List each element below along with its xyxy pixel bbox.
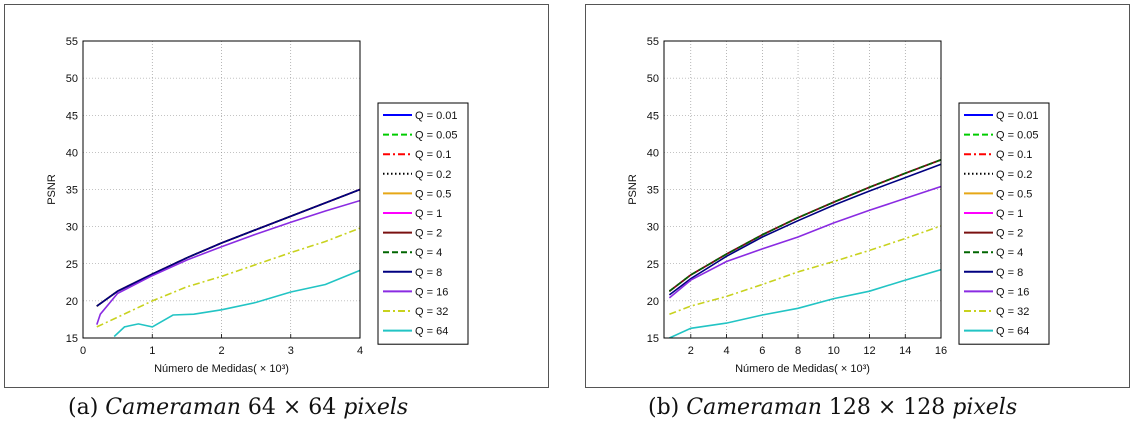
chart-a-xtick-label: 2 — [218, 345, 225, 357]
chart-a-legend-label-11: Q = 64 — [415, 325, 449, 338]
chart-b-ytick-label: 20 — [646, 295, 659, 308]
chart-b-legend-label-10: Q = 32 — [996, 306, 1030, 318]
caption-a-unit: pixels — [343, 395, 409, 420]
chart-b-legend-label-7: Q = 4 — [996, 247, 1024, 260]
chart-a-ytick-label: 40 — [65, 147, 78, 160]
chart-a-legend-label-10: Q = 32 — [415, 306, 449, 318]
chart-b-legend-label-3: Q = 0.2 — [996, 168, 1033, 181]
caption-b — [648, 395, 1017, 420]
chart-a-xlabel: Número de Medidas( × 10³) — [154, 363, 289, 375]
chart-b-ytick-label: 35 — [646, 184, 659, 197]
caption-a — [68, 395, 408, 420]
chart-b-xtick-label: 16 — [934, 345, 948, 357]
chart-b-ytick-label: 25 — [646, 258, 659, 271]
chart-panel-b — [585, 4, 1130, 388]
chart-a-xtick-label: 4 — [356, 345, 364, 357]
chart-a-legend-label-3: Q = 0.2 — [415, 168, 452, 181]
caption-b-unit: pixels — [952, 395, 1018, 420]
chart-a-legend-label-8: Q = 8 — [415, 266, 443, 279]
chart-b-xtick-label: 10 — [827, 345, 840, 357]
chart-a-legend-label-2: Q = 0.1 — [415, 149, 452, 162]
chart-a-xtick-label: 1 — [149, 345, 156, 357]
chart-b-ytick-label: 50 — [646, 73, 659, 86]
chart-b-legend-label-8: Q = 8 — [996, 266, 1024, 279]
chart-a-ytick-label: 15 — [65, 333, 78, 345]
chart-a-svg — [5, 5, 550, 389]
chart-b-ytick-label: 55 — [646, 36, 659, 48]
chart-b-ytick-label: 45 — [646, 110, 659, 123]
caption-a-size: 64 × 64 — [240, 395, 344, 420]
chart-b-xlabel: Número de Medidas( × 10³) — [735, 363, 870, 375]
caption-b-size: 128 × 128 — [821, 395, 953, 420]
chart-b-xtick-label: 12 — [863, 345, 876, 357]
chart-b-legend-label-5: Q = 1 — [996, 208, 1024, 220]
chart-a-legend-label-1: Q = 0.05 — [415, 129, 458, 142]
caption-b-prefix: (b) — [648, 395, 687, 420]
chart-b-xtick-label: 8 — [794, 345, 802, 357]
caption-a-prefix: (a) — [68, 395, 106, 420]
chart-a-ytick-label: 45 — [65, 110, 78, 123]
chart-b-ylabel: PSNR — [627, 174, 639, 205]
chart-b-ytick-label: 15 — [646, 333, 659, 345]
chart-b-ytick-label: 40 — [646, 147, 659, 160]
chart-a-ytick-label: 35 — [65, 184, 78, 197]
chart-b-legend-label-0: Q = 0.01 — [996, 110, 1039, 122]
chart-b-xtick-label: 6 — [759, 345, 766, 357]
chart-a-ytick-label: 30 — [65, 221, 78, 234]
caption-b-name: Cameraman — [686, 395, 822, 420]
caption-a-name: Cameraman — [105, 395, 241, 420]
chart-b-xtick-label: 2 — [687, 345, 694, 357]
chart-a-ytick-label: 55 — [65, 36, 78, 48]
chart-a-ytick-label: 25 — [65, 258, 78, 271]
chart-panel-a — [4, 4, 549, 388]
chart-a-xtick-label: 3 — [287, 345, 294, 357]
chart-a-legend-label-5: Q = 1 — [415, 208, 443, 220]
chart-a-legend-label-4: Q = 0.5 — [415, 188, 452, 201]
chart-b-legend-label-11: Q = 64 — [996, 325, 1030, 338]
chart-a-ytick-label: 50 — [65, 73, 78, 86]
chart-b-legend-label-1: Q = 0.05 — [996, 129, 1039, 142]
chart-a-xtick-label: 0 — [79, 345, 87, 357]
chart-b-legend-label-4: Q = 0.5 — [996, 188, 1033, 201]
chart-a-legend-label-9: Q = 16 — [415, 286, 449, 299]
chart-a-legend-label-6: Q = 2 — [415, 227, 443, 240]
chart-a-legend-label-0: Q = 0.01 — [415, 110, 458, 122]
chart-b-legend-label-9: Q = 16 — [996, 286, 1030, 299]
chart-b-xtick-label: 4 — [723, 345, 730, 357]
chart-a-ytick-label: 20 — [65, 295, 78, 308]
chart-b-legend-label-2: Q = 0.1 — [996, 149, 1033, 162]
chart-b-ytick-label: 30 — [646, 221, 659, 234]
chart-a-ylabel: PSNR — [46, 174, 58, 205]
chart-b-svg — [586, 5, 1131, 389]
chart-a-legend-label-7: Q = 4 — [415, 247, 443, 260]
chart-b-xtick-label: 14 — [899, 345, 912, 357]
chart-b-legend-label-6: Q = 2 — [996, 227, 1024, 240]
